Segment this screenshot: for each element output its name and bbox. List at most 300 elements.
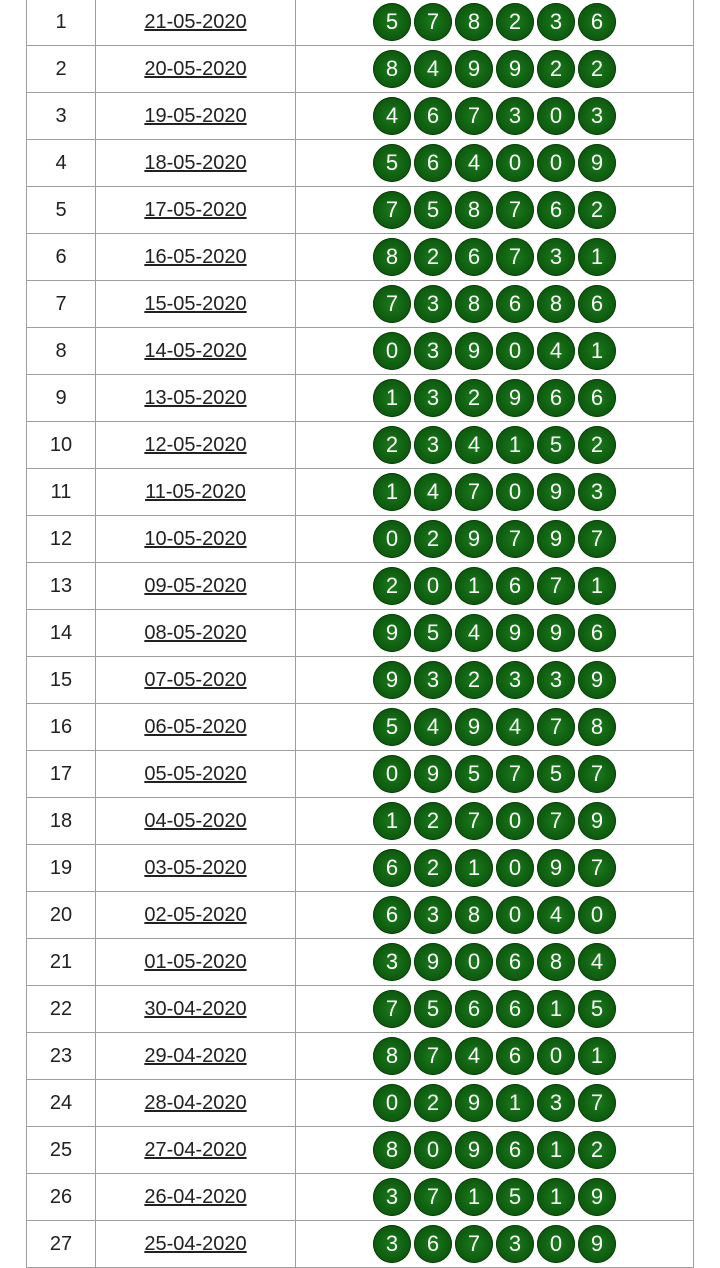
digit-ball: 3 — [496, 97, 534, 135]
digit-ball: 1 — [373, 802, 411, 840]
result-digits — [373, 238, 616, 276]
digit-ball: 3 — [373, 943, 411, 981]
digit-ball: 0 — [537, 97, 575, 135]
date-link[interactable]: 08-05-2020 — [144, 621, 247, 644]
digit-ball: 9 — [578, 802, 616, 840]
digit-ball: 7 — [496, 755, 534, 793]
digit-ball: 9 — [373, 661, 411, 699]
digit-ball: 9 — [414, 943, 452, 981]
row-number: 11 — [27, 469, 96, 516]
result-digits-cell — [296, 328, 694, 375]
digit-ball: 0 — [496, 144, 534, 182]
result-digits — [373, 520, 616, 558]
date-cell — [96, 281, 296, 328]
digit-ball: 2 — [578, 1131, 616, 1169]
row-number: 1 — [27, 0, 96, 46]
date-cell — [96, 187, 296, 234]
digit-ball: 5 — [414, 990, 452, 1028]
table-row — [27, 986, 694, 1033]
digit-ball: 6 — [373, 849, 411, 887]
digit-ball: 7 — [373, 191, 411, 229]
row-number: 15 — [27, 657, 96, 704]
digit-ball: 9 — [496, 50, 534, 88]
digit-ball: 5 — [455, 755, 493, 793]
row-number: 23 — [27, 1033, 96, 1080]
date-link[interactable]: 04-05-2020 — [144, 809, 247, 832]
digit-ball: 5 — [373, 708, 411, 746]
results-table-body — [27, 0, 694, 1268]
date-cell — [96, 563, 296, 610]
date-cell — [96, 140, 296, 187]
date-link[interactable]: 20-05-2020 — [144, 57, 247, 80]
digit-ball: 4 — [455, 144, 493, 182]
digit-ball: 7 — [537, 567, 575, 605]
row-number: 21 — [27, 939, 96, 986]
date-cell — [96, 610, 296, 657]
date-link[interactable]: 28-04-2020 — [144, 1091, 247, 1114]
digit-ball: 0 — [496, 849, 534, 887]
digit-ball: 1 — [373, 473, 411, 511]
result-digits-cell — [296, 516, 694, 563]
table-row — [27, 610, 694, 657]
digit-ball: 7 — [496, 520, 534, 558]
result-digits-cell — [296, 281, 694, 328]
table-row — [27, 0, 694, 46]
digit-ball: 1 — [578, 238, 616, 276]
digit-ball: 7 — [373, 990, 411, 1028]
digit-ball: 7 — [496, 191, 534, 229]
digit-ball: 5 — [373, 3, 411, 41]
digit-ball: 5 — [578, 990, 616, 1028]
date-cell — [96, 1174, 296, 1221]
result-digits — [373, 1131, 616, 1169]
digit-ball: 3 — [537, 3, 575, 41]
digit-ball: 9 — [373, 614, 411, 652]
digit-ball: 3 — [414, 426, 452, 464]
row-number: 14 — [27, 610, 96, 657]
date-link[interactable]: 27-04-2020 — [144, 1138, 247, 1161]
result-digits-cell — [296, 422, 694, 469]
results-table-container — [26, 0, 694, 1268]
result-digits-cell — [296, 657, 694, 704]
result-digits — [373, 473, 616, 511]
digit-ball: 1 — [496, 1084, 534, 1122]
digit-ball: 6 — [496, 990, 534, 1028]
digit-ball: 0 — [578, 896, 616, 934]
digit-ball: 4 — [537, 896, 575, 934]
date-cell — [96, 1127, 296, 1174]
result-digits-cell — [296, 0, 694, 46]
digit-ball: 2 — [373, 567, 411, 605]
digit-ball: 6 — [496, 1131, 534, 1169]
digit-ball: 0 — [373, 520, 411, 558]
row-number: 4 — [27, 140, 96, 187]
digit-ball: 5 — [414, 614, 452, 652]
digit-ball: 9 — [496, 379, 534, 417]
result-digits — [373, 802, 616, 840]
result-digits — [373, 97, 616, 135]
date-link[interactable]: 13-05-2020 — [144, 386, 247, 409]
digit-ball: 2 — [578, 191, 616, 229]
result-digits-cell — [296, 234, 694, 281]
result-digits-cell — [296, 187, 694, 234]
digit-ball: 9 — [455, 1131, 493, 1169]
digit-ball: 1 — [496, 426, 534, 464]
row-number: 27 — [27, 1221, 96, 1268]
digit-ball: 1 — [578, 1037, 616, 1075]
result-digits — [373, 943, 616, 981]
date-link[interactable]: 12-05-2020 — [144, 433, 247, 456]
digit-ball: 0 — [455, 943, 493, 981]
digit-ball: 2 — [578, 426, 616, 464]
result-digits — [373, 1037, 616, 1075]
digit-ball: 6 — [414, 97, 452, 135]
digit-ball: 6 — [537, 379, 575, 417]
row-number: 20 — [27, 892, 96, 939]
result-digits-cell — [296, 375, 694, 422]
date-link[interactable]: 06-05-2020 — [144, 715, 247, 738]
digit-ball: 3 — [537, 1084, 575, 1122]
digit-ball: 0 — [537, 1225, 575, 1263]
digit-ball: 1 — [455, 567, 493, 605]
result-digits — [373, 990, 616, 1028]
date-cell — [96, 704, 296, 751]
date-link[interactable]: 02-05-2020 — [144, 903, 247, 926]
date-cell — [96, 1221, 296, 1268]
digit-ball: 6 — [496, 943, 534, 981]
digit-ball: 2 — [414, 1084, 452, 1122]
date-cell — [96, 798, 296, 845]
digit-ball: 4 — [455, 1037, 493, 1075]
digit-ball: 6 — [455, 238, 493, 276]
digit-ball: 4 — [414, 50, 452, 88]
table-row — [27, 1127, 694, 1174]
date-link[interactable]: 11-05-2020 — [145, 480, 246, 503]
table-row — [27, 281, 694, 328]
digit-ball: 7 — [414, 1178, 452, 1216]
digit-ball: 0 — [414, 1131, 452, 1169]
table-row — [27, 939, 694, 986]
digit-ball: 0 — [537, 144, 575, 182]
row-number: 13 — [27, 563, 96, 610]
digit-ball: 0 — [496, 896, 534, 934]
digit-ball: 7 — [414, 3, 452, 41]
digit-ball: 9 — [455, 708, 493, 746]
digit-ball: 7 — [414, 1037, 452, 1075]
date-link[interactable]: 29-04-2020 — [144, 1044, 247, 1067]
table-row — [27, 1221, 694, 1268]
table-row — [27, 892, 694, 939]
digit-ball: 6 — [496, 285, 534, 323]
date-link[interactable]: 16-05-2020 — [144, 245, 247, 268]
result-digits-cell — [296, 1033, 694, 1080]
date-link[interactable]: 03-05-2020 — [144, 856, 247, 879]
row-number: 18 — [27, 798, 96, 845]
result-digits-cell — [296, 939, 694, 986]
digit-ball: 7 — [537, 708, 575, 746]
digit-ball: 6 — [373, 896, 411, 934]
digit-ball: 0 — [414, 567, 452, 605]
digit-ball: 7 — [455, 802, 493, 840]
digit-ball: 8 — [455, 896, 493, 934]
digit-ball: 0 — [496, 802, 534, 840]
table-row — [27, 422, 694, 469]
table-row — [27, 93, 694, 140]
digit-ball: 3 — [373, 1178, 411, 1216]
result-digits — [373, 379, 616, 417]
row-number: 2 — [27, 46, 96, 93]
row-number: 5 — [27, 187, 96, 234]
result-digits-cell — [296, 563, 694, 610]
date-cell — [96, 375, 296, 422]
date-link[interactable]: 01-05-2020 — [144, 950, 247, 973]
result-digits-cell — [296, 986, 694, 1033]
table-row — [27, 234, 694, 281]
digit-ball: 6 — [578, 3, 616, 41]
date-cell — [96, 234, 296, 281]
result-digits — [373, 849, 616, 887]
digit-ball: 2 — [537, 50, 575, 88]
result-digits-cell — [296, 1127, 694, 1174]
result-digits — [373, 332, 616, 370]
digit-ball: 6 — [537, 191, 575, 229]
digit-ball: 2 — [414, 520, 452, 558]
table-row — [27, 751, 694, 798]
result-digits-cell — [296, 704, 694, 751]
digit-ball: 9 — [455, 50, 493, 88]
digit-ball: 8 — [373, 1131, 411, 1169]
digit-ball: 5 — [373, 144, 411, 182]
result-digits-cell — [296, 1221, 694, 1268]
digit-ball: 2 — [414, 849, 452, 887]
digit-ball: 9 — [578, 1225, 616, 1263]
result-digits-cell — [296, 1174, 694, 1221]
digit-ball: 5 — [496, 1178, 534, 1216]
results-table — [26, 0, 694, 1268]
table-row — [27, 845, 694, 892]
date-cell — [96, 939, 296, 986]
row-number: 16 — [27, 704, 96, 751]
digit-ball: 7 — [578, 520, 616, 558]
date-cell — [96, 751, 296, 798]
table-row — [27, 1174, 694, 1221]
digit-ball: 9 — [578, 144, 616, 182]
digit-ball: 5 — [537, 755, 575, 793]
row-number: 7 — [27, 281, 96, 328]
digit-ball: 9 — [578, 661, 616, 699]
digit-ball: 7 — [578, 755, 616, 793]
row-number: 3 — [27, 93, 96, 140]
table-row — [27, 140, 694, 187]
digit-ball: 6 — [578, 379, 616, 417]
digit-ball: 1 — [578, 332, 616, 370]
digit-ball: 9 — [414, 755, 452, 793]
digit-ball: 4 — [373, 97, 411, 135]
result-digits — [373, 1225, 616, 1263]
digit-ball: 6 — [496, 567, 534, 605]
result-digits — [373, 708, 616, 746]
result-digits-cell — [296, 46, 694, 93]
date-link[interactable]: 18-05-2020 — [144, 151, 247, 174]
digit-ball: 2 — [496, 3, 534, 41]
result-digits — [373, 426, 616, 464]
date-link[interactable]: 19-05-2020 — [144, 104, 247, 127]
result-digits — [373, 50, 616, 88]
digit-ball: 6 — [496, 1037, 534, 1075]
digit-ball: 3 — [414, 896, 452, 934]
result-digits-cell — [296, 751, 694, 798]
row-number: 19 — [27, 845, 96, 892]
date-cell — [96, 657, 296, 704]
digit-ball: 7 — [455, 97, 493, 135]
digit-ball: 8 — [373, 238, 411, 276]
digit-ball: 6 — [414, 1225, 452, 1263]
table-row — [27, 375, 694, 422]
row-number: 9 — [27, 375, 96, 422]
digit-ball: 3 — [414, 332, 452, 370]
row-number: 22 — [27, 986, 96, 1033]
result-digits — [373, 1084, 616, 1122]
date-link[interactable]: 26-04-2020 — [144, 1185, 247, 1208]
digit-ball: 2 — [373, 426, 411, 464]
digit-ball: 1 — [537, 990, 575, 1028]
digit-ball: 3 — [414, 285, 452, 323]
digit-ball: 1 — [373, 379, 411, 417]
digit-ball: 9 — [496, 614, 534, 652]
digit-ball: 0 — [373, 1084, 411, 1122]
result-digits-cell — [296, 1080, 694, 1127]
date-link[interactable]: 05-05-2020 — [144, 762, 247, 785]
digit-ball: 5 — [537, 426, 575, 464]
digit-ball: 7 — [455, 1225, 493, 1263]
table-row — [27, 46, 694, 93]
digit-ball: 8 — [455, 3, 493, 41]
row-number: 24 — [27, 1080, 96, 1127]
digit-ball: 8 — [455, 191, 493, 229]
date-link[interactable]: 30-04-2020 — [144, 997, 247, 1020]
result-digits — [373, 1178, 616, 1216]
result-digits-cell — [296, 140, 694, 187]
table-row — [27, 187, 694, 234]
result-digits-cell — [296, 798, 694, 845]
table-row — [27, 563, 694, 610]
date-link[interactable]: 21-05-2020 — [144, 10, 247, 33]
digit-ball: 9 — [578, 1178, 616, 1216]
row-number: 10 — [27, 422, 96, 469]
result-digits — [373, 896, 616, 934]
result-digits — [373, 285, 616, 323]
digit-ball: 8 — [578, 708, 616, 746]
result-digits-cell — [296, 845, 694, 892]
digit-ball: 7 — [455, 473, 493, 511]
result-digits-cell — [296, 892, 694, 939]
digit-ball: 9 — [537, 473, 575, 511]
date-cell — [96, 986, 296, 1033]
digit-ball: 3 — [578, 97, 616, 135]
date-cell — [96, 1080, 296, 1127]
table-row — [27, 328, 694, 375]
digit-ball: 4 — [578, 943, 616, 981]
row-number: 12 — [27, 516, 96, 563]
date-link[interactable]: 09-05-2020 — [144, 574, 247, 597]
digit-ball: 6 — [455, 990, 493, 1028]
result-digits-cell — [296, 93, 694, 140]
digit-ball: 0 — [496, 473, 534, 511]
date-link[interactable]: 14-05-2020 — [144, 339, 247, 362]
digit-ball: 7 — [578, 1084, 616, 1122]
result-digits — [373, 661, 616, 699]
date-link[interactable]: 07-05-2020 — [144, 668, 247, 691]
digit-ball: 3 — [496, 661, 534, 699]
digit-ball: 8 — [455, 285, 493, 323]
date-cell — [96, 93, 296, 140]
digit-ball: 9 — [537, 520, 575, 558]
digit-ball: 2 — [414, 802, 452, 840]
digit-ball: 9 — [537, 849, 575, 887]
date-cell — [96, 892, 296, 939]
digit-ball: 8 — [537, 285, 575, 323]
digit-ball: 3 — [496, 1225, 534, 1263]
result-digits-cell — [296, 610, 694, 657]
table-row — [27, 1080, 694, 1127]
date-link[interactable]: 15-05-2020 — [144, 292, 247, 315]
digit-ball: 6 — [578, 614, 616, 652]
date-link[interactable]: 17-05-2020 — [144, 198, 247, 221]
date-link[interactable]: 10-05-2020 — [144, 527, 247, 550]
row-number: 26 — [27, 1174, 96, 1221]
result-digits — [373, 3, 616, 41]
digit-ball: 6 — [414, 144, 452, 182]
date-cell — [96, 0, 296, 46]
digit-ball: 1 — [455, 849, 493, 887]
digit-ball: 4 — [414, 473, 452, 511]
digit-ball: 3 — [414, 661, 452, 699]
result-digits — [373, 567, 616, 605]
digit-ball: 2 — [414, 238, 452, 276]
digit-ball: 1 — [455, 1178, 493, 1216]
table-row — [27, 1033, 694, 1080]
digit-ball: 1 — [537, 1178, 575, 1216]
digit-ball: 4 — [537, 332, 575, 370]
row-number: 25 — [27, 1127, 96, 1174]
digit-ball: 3 — [373, 1225, 411, 1263]
digit-ball: 9 — [455, 520, 493, 558]
table-row — [27, 657, 694, 704]
digit-ball: 7 — [537, 802, 575, 840]
table-row — [27, 704, 694, 751]
digit-ball: 3 — [578, 473, 616, 511]
digit-ball: 1 — [578, 567, 616, 605]
digit-ball: 7 — [578, 849, 616, 887]
result-digits-cell — [296, 469, 694, 516]
date-cell — [96, 422, 296, 469]
table-row — [27, 516, 694, 563]
digit-ball: 4 — [455, 614, 493, 652]
date-link[interactable]: 25-04-2020 — [144, 1232, 247, 1255]
date-cell — [96, 328, 296, 375]
digit-ball: 0 — [496, 332, 534, 370]
digit-ball: 4 — [455, 426, 493, 464]
row-number: 6 — [27, 234, 96, 281]
date-cell — [96, 46, 296, 93]
digit-ball: 0 — [373, 755, 411, 793]
digit-ball: 7 — [373, 285, 411, 323]
row-number: 17 — [27, 751, 96, 798]
result-digits — [373, 614, 616, 652]
digit-ball: 3 — [537, 238, 575, 276]
result-digits — [373, 144, 616, 182]
digit-ball: 3 — [414, 379, 452, 417]
